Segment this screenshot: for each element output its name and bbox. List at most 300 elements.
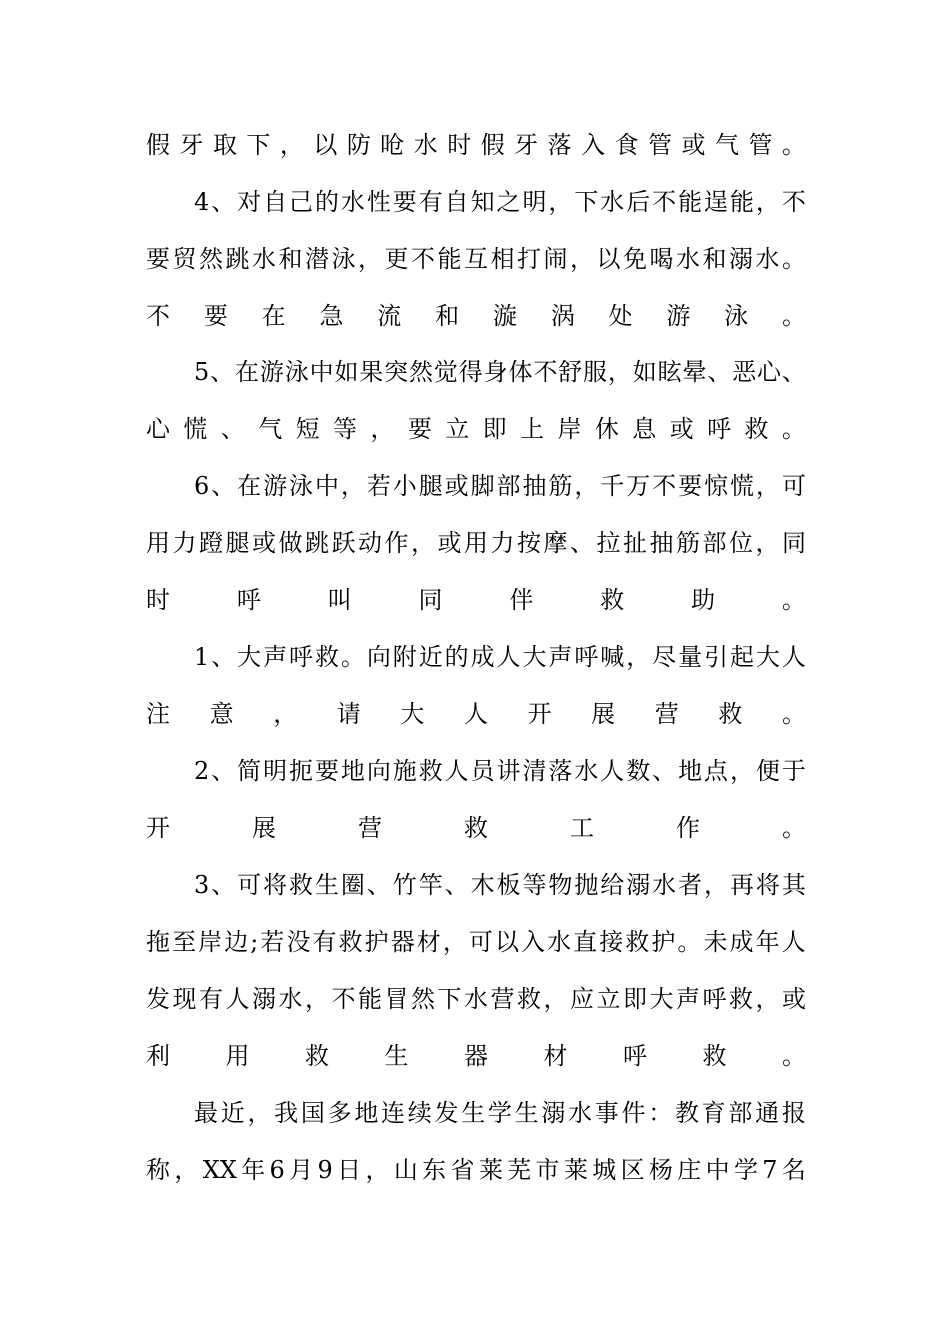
text-char: 休 bbox=[594, 415, 619, 443]
text-char: 救 bbox=[702, 1042, 727, 1070]
text-char: 者 bbox=[678, 871, 703, 899]
text-char: 不 bbox=[411, 245, 435, 273]
text-char: 溺 bbox=[729, 245, 753, 273]
text-char: 再 bbox=[729, 871, 754, 899]
text-char: 、 bbox=[570, 529, 594, 557]
text-char: 名 bbox=[781, 1156, 806, 1184]
text-char: 性 bbox=[366, 188, 391, 216]
text-char: 部 bbox=[702, 529, 727, 557]
text-char: 涡 bbox=[550, 302, 575, 330]
text-char: 没 bbox=[286, 928, 311, 956]
text-char: 水 bbox=[568, 1099, 593, 1127]
text-char: 喝 bbox=[649, 245, 674, 273]
text-char: ， bbox=[174, 1156, 199, 1184]
text-char: 漩 bbox=[492, 302, 517, 330]
text-char: 市 bbox=[535, 1156, 560, 1184]
text-char: 员 bbox=[470, 757, 495, 785]
text-char: 生 bbox=[384, 1042, 409, 1070]
text-char: 下 bbox=[437, 985, 462, 1013]
text-char: 莱 bbox=[563, 1156, 588, 1184]
text-char: 若 bbox=[366, 472, 391, 500]
text-char: 人 bbox=[225, 985, 250, 1013]
text-char: 点 bbox=[704, 757, 729, 785]
text-char: 意 bbox=[209, 700, 234, 728]
text-char: 救 bbox=[418, 757, 443, 785]
text-char: ， bbox=[574, 472, 599, 500]
text-char: 地 bbox=[340, 757, 365, 785]
text-char: 有 bbox=[418, 188, 443, 216]
text-char: 3 bbox=[194, 871, 210, 899]
text-char: 、 bbox=[210, 358, 235, 386]
text-char: 、 bbox=[211, 188, 236, 216]
text-line bbox=[146, 808, 806, 848]
text-char: 件 bbox=[621, 1099, 646, 1127]
text-char: ， bbox=[570, 245, 594, 273]
text-char: 救 bbox=[517, 985, 541, 1013]
text-char: 慌 bbox=[183, 415, 208, 443]
text-char: 服 bbox=[583, 358, 608, 386]
text-char: 水 bbox=[340, 188, 365, 216]
text-char: 的 bbox=[314, 188, 339, 216]
text-line bbox=[146, 409, 806, 449]
text-char: 人 bbox=[781, 643, 806, 671]
text-char: 学 bbox=[487, 1099, 512, 1127]
text-char: 牙 bbox=[514, 131, 539, 159]
text-char: 山 bbox=[393, 1156, 418, 1184]
text-char: 腿 bbox=[418, 472, 443, 500]
text-char: 泳 bbox=[724, 302, 749, 330]
text-char: ， bbox=[370, 415, 395, 443]
text-char: 抛 bbox=[574, 871, 599, 899]
text-char: 。 bbox=[782, 245, 806, 273]
text-char: 泳 bbox=[331, 245, 356, 273]
text-char: 应 bbox=[570, 985, 594, 1013]
text-char: 可 bbox=[237, 871, 262, 899]
text-char: 要 bbox=[146, 245, 170, 273]
text-char: ; bbox=[250, 928, 259, 956]
text-char: 数 bbox=[626, 757, 651, 785]
text-char: 助 bbox=[691, 586, 716, 614]
text-char: 物 bbox=[548, 871, 573, 899]
text-char: 和 bbox=[435, 302, 460, 330]
text-char: 对 bbox=[237, 188, 262, 216]
text-char: 恶 bbox=[732, 358, 757, 386]
text-char: 学 bbox=[733, 1156, 758, 1184]
text-char: 在 bbox=[261, 302, 286, 330]
text-line bbox=[194, 466, 806, 506]
text-char: 讲 bbox=[496, 757, 521, 785]
text-char: 、 bbox=[366, 871, 391, 899]
text-char: 竿 bbox=[418, 871, 443, 899]
text-char: 要 bbox=[314, 757, 339, 785]
text-char: 救 bbox=[718, 700, 743, 728]
text-char: ， bbox=[273, 700, 298, 728]
text-char: 能 bbox=[729, 188, 754, 216]
text-char: 能 bbox=[678, 188, 703, 216]
text-char: 免 bbox=[623, 245, 647, 273]
text-char: 、 bbox=[211, 472, 236, 500]
text-char: ， bbox=[358, 245, 382, 273]
text-char: ， bbox=[755, 529, 780, 557]
text-char: 舒 bbox=[558, 358, 583, 386]
text-char: 假 bbox=[146, 131, 170, 159]
text-char: 不 bbox=[146, 302, 170, 330]
text-char: 用 bbox=[225, 1042, 250, 1070]
text-char: 竹 bbox=[392, 871, 417, 899]
text-line bbox=[146, 694, 806, 734]
text-char: 、 bbox=[781, 358, 806, 386]
text-char: 作 bbox=[384, 529, 409, 557]
text-char: 入 bbox=[581, 131, 606, 159]
text-line bbox=[146, 125, 806, 165]
text-char: 或 bbox=[782, 985, 806, 1013]
text-char: 年 bbox=[241, 1156, 266, 1184]
text-char: 用 bbox=[464, 529, 488, 557]
text-char: 心 bbox=[146, 415, 170, 443]
text-char: 近 bbox=[418, 643, 443, 671]
text-char: 突 bbox=[384, 358, 409, 386]
text-char: 水 bbox=[464, 985, 488, 1013]
text-char: ， bbox=[305, 985, 329, 1013]
text-char: 呛 bbox=[380, 131, 405, 159]
text-char: 未 bbox=[703, 928, 728, 956]
text-char: 力 bbox=[172, 529, 197, 557]
text-char: ， bbox=[543, 985, 568, 1013]
text-char: 眩 bbox=[657, 358, 682, 386]
text-line bbox=[146, 239, 806, 279]
text-char: 呼 bbox=[623, 1042, 647, 1070]
text-char: 4 bbox=[194, 188, 210, 216]
text-char: 营 bbox=[490, 985, 515, 1013]
text-char: 摩 bbox=[543, 529, 568, 557]
text-char: 岸 bbox=[557, 415, 582, 443]
text-char: 利 bbox=[146, 1042, 170, 1070]
text-char: 近 bbox=[220, 1099, 245, 1127]
text-char: ， bbox=[340, 472, 365, 500]
text-char: 人 bbox=[600, 757, 625, 785]
text-char: 喊 bbox=[600, 643, 625, 671]
text-char: 同 bbox=[782, 529, 806, 557]
text-char: 。 bbox=[781, 302, 806, 330]
text-char: 心 bbox=[757, 358, 782, 386]
text-char: 开 bbox=[146, 814, 170, 842]
text-char: 下 bbox=[246, 131, 271, 159]
text-line bbox=[146, 523, 806, 563]
text-char: 给 bbox=[600, 871, 625, 899]
text-char: 开 bbox=[527, 700, 552, 728]
text-line bbox=[194, 182, 806, 222]
text-line bbox=[194, 1093, 806, 1133]
text-char: 自 bbox=[444, 188, 469, 216]
text-char: 、 bbox=[707, 358, 732, 386]
text-char: 管 bbox=[648, 131, 673, 159]
text-char: 叫 bbox=[327, 586, 352, 614]
text-char: 更 bbox=[384, 245, 409, 273]
text-char: 慌 bbox=[729, 472, 754, 500]
text-char: 力 bbox=[490, 529, 515, 557]
text-char: 呼 bbox=[289, 643, 314, 671]
text-char: 9 bbox=[317, 1156, 333, 1184]
text-char: 泳 bbox=[284, 358, 309, 386]
text-char: 落 bbox=[547, 131, 572, 159]
text-char: 能 bbox=[358, 985, 382, 1013]
text-char: 板 bbox=[496, 871, 521, 899]
text-char: 向 bbox=[366, 757, 391, 785]
text-char: 水 bbox=[547, 928, 572, 956]
text-char: 流 bbox=[377, 302, 402, 330]
text-char: 明 bbox=[263, 757, 288, 785]
text-char: ， bbox=[365, 1156, 390, 1184]
text-char: 互 bbox=[464, 245, 488, 273]
text-char: 抽 bbox=[522, 472, 547, 500]
text-char: 中 bbox=[314, 472, 339, 500]
text-char: 5 bbox=[194, 358, 210, 386]
text-char: 年 bbox=[755, 928, 780, 956]
text-char: 称 bbox=[146, 1156, 170, 1184]
text-char: 取 bbox=[212, 131, 237, 159]
text-char: 要 bbox=[203, 302, 228, 330]
text-char: 1 bbox=[194, 643, 210, 671]
text-char: 万 bbox=[626, 472, 651, 500]
text-char: 等 bbox=[522, 871, 547, 899]
text-line bbox=[194, 637, 806, 677]
text-char: 时 bbox=[146, 586, 170, 614]
text-char: 生 bbox=[314, 871, 339, 899]
text-char: 救 bbox=[464, 814, 488, 842]
text-char: 岸 bbox=[198, 928, 223, 956]
text-char: 附 bbox=[392, 643, 417, 671]
text-char: 起 bbox=[729, 643, 754, 671]
text-char: 多 bbox=[327, 1099, 352, 1127]
text-char: 、 bbox=[211, 757, 236, 785]
text-char: ， bbox=[548, 188, 573, 216]
text-char: 声 bbox=[263, 643, 288, 671]
text-char: 日 bbox=[337, 1156, 362, 1184]
text-char: 有 bbox=[312, 928, 337, 956]
text-char: 闹 bbox=[543, 245, 568, 273]
text-char: 要 bbox=[407, 415, 432, 443]
text-char: 在 bbox=[237, 472, 262, 500]
text-char: 以 bbox=[494, 928, 519, 956]
text-char: ， bbox=[704, 871, 729, 899]
text-char: 或 bbox=[681, 131, 706, 159]
text-char: 晕 bbox=[682, 358, 707, 386]
text-char: 呼 bbox=[707, 415, 732, 443]
text-char: 引 bbox=[704, 643, 729, 671]
text-char: 材 bbox=[416, 928, 441, 956]
text-char: 。 bbox=[781, 700, 806, 728]
text-char: 跳 bbox=[225, 245, 250, 273]
text-char: 。 bbox=[781, 586, 806, 614]
text-char: 发 bbox=[146, 985, 170, 1013]
text-line bbox=[146, 296, 806, 336]
text-char: 工 bbox=[570, 814, 594, 842]
text-char: 以 bbox=[313, 131, 338, 159]
text-char: 注 bbox=[146, 700, 170, 728]
text-char: 牙 bbox=[179, 131, 204, 159]
text-char: 之 bbox=[496, 188, 521, 216]
text-char: 食 bbox=[614, 131, 639, 159]
text-char: 杨 bbox=[648, 1156, 673, 1184]
text-char: 游 bbox=[259, 358, 284, 386]
text-char: 。 bbox=[781, 131, 806, 159]
text-char: 和 bbox=[278, 245, 303, 273]
text-char: 中 bbox=[705, 1156, 730, 1184]
text-char: 的 bbox=[444, 643, 469, 671]
text-char: 水 bbox=[676, 245, 700, 273]
text-char: 救 bbox=[729, 985, 753, 1013]
text-char: 水 bbox=[755, 245, 780, 273]
text-char: 将 bbox=[755, 871, 780, 899]
text-char: 营 bbox=[358, 814, 382, 842]
text-char: 便 bbox=[755, 757, 780, 785]
text-char: 管 bbox=[748, 131, 773, 159]
text-char: 落 bbox=[548, 757, 573, 785]
text-char: XX bbox=[202, 1156, 237, 1184]
text-char: 然 bbox=[199, 245, 223, 273]
text-char: 上 bbox=[520, 415, 545, 443]
text-char: 、 bbox=[444, 871, 469, 899]
text-char: 省 bbox=[450, 1156, 475, 1184]
text-char: 生 bbox=[461, 1099, 486, 1127]
text-char: 不 bbox=[652, 188, 677, 216]
text-char: 声 bbox=[676, 985, 700, 1013]
text-char: 水 bbox=[278, 985, 303, 1013]
text-char: 扯 bbox=[623, 529, 647, 557]
text-char: 脚 bbox=[470, 472, 495, 500]
text-char: 不 bbox=[331, 985, 356, 1013]
text-char: 中 bbox=[309, 358, 334, 386]
text-char: 作 bbox=[676, 814, 700, 842]
text-char: 。 bbox=[340, 643, 365, 671]
text-char: 向 bbox=[366, 643, 391, 671]
text-char: 逞 bbox=[704, 188, 729, 216]
text-char: 。 bbox=[677, 928, 702, 956]
text-char: 泳 bbox=[289, 472, 314, 500]
text-char: 做 bbox=[278, 529, 303, 557]
text-char: 处 bbox=[608, 302, 633, 330]
text-char: 拖 bbox=[146, 928, 170, 956]
text-char: 人 bbox=[463, 700, 488, 728]
text-char: 体 bbox=[508, 358, 533, 386]
text-char: 器 bbox=[390, 928, 415, 956]
text-char: ， bbox=[279, 131, 304, 159]
text-line bbox=[146, 580, 806, 620]
text-char: 然 bbox=[411, 985, 435, 1013]
text-char: 救 bbox=[314, 643, 339, 671]
text-char: 人 bbox=[496, 643, 521, 671]
text-char: 2 bbox=[194, 757, 210, 785]
text-char: 城 bbox=[592, 1156, 617, 1184]
text-char: 立 bbox=[445, 415, 470, 443]
text-char: 展 bbox=[591, 700, 616, 728]
text-char: 气 bbox=[258, 415, 283, 443]
text-char: 如 bbox=[334, 358, 359, 386]
text-char: ， bbox=[755, 985, 780, 1013]
text-char: 简 bbox=[237, 757, 262, 785]
text-char: 、 bbox=[211, 871, 236, 899]
text-char: 可 bbox=[781, 472, 806, 500]
text-char: 觉 bbox=[433, 358, 458, 386]
text-char: 东 bbox=[422, 1156, 447, 1184]
text-char: 大 bbox=[400, 700, 425, 728]
text-char: 明 bbox=[522, 188, 547, 216]
text-char: 6 bbox=[269, 1156, 285, 1184]
text-char: 救 bbox=[289, 871, 314, 899]
text-char: 如 bbox=[632, 358, 657, 386]
text-char: 己 bbox=[289, 188, 314, 216]
text-char: 、 bbox=[652, 757, 677, 785]
text-char: 等 bbox=[333, 415, 358, 443]
text-char: 入 bbox=[521, 928, 546, 956]
text-char: 筋 bbox=[676, 529, 700, 557]
text-char: 潜 bbox=[305, 245, 329, 273]
text-char: 成 bbox=[470, 643, 495, 671]
text-char: 动 bbox=[358, 529, 382, 557]
text-char: 其 bbox=[781, 871, 806, 899]
text-char: 溺 bbox=[626, 871, 651, 899]
text-char: 息 bbox=[632, 415, 657, 443]
text-char: 护 bbox=[364, 928, 389, 956]
text-char: 救 bbox=[305, 1042, 329, 1070]
text-char: 腿 bbox=[225, 529, 250, 557]
text-char: 后 bbox=[626, 188, 651, 216]
text-char: 同 bbox=[418, 586, 443, 614]
text-char: 大 bbox=[237, 643, 262, 671]
text-char: ， bbox=[755, 188, 780, 216]
text-char: 自 bbox=[263, 188, 288, 216]
text-char: 大 bbox=[522, 643, 547, 671]
text-char: 或 bbox=[444, 472, 469, 500]
text-line bbox=[146, 1036, 806, 1076]
text-char: 水 bbox=[652, 871, 677, 899]
text-char: 知 bbox=[470, 188, 495, 216]
text-char: ， bbox=[755, 472, 780, 500]
text-char: 即 bbox=[482, 415, 507, 443]
text-char: 芜 bbox=[507, 1156, 532, 1184]
text-char: 请 bbox=[336, 700, 361, 728]
text-char: 或 bbox=[669, 415, 694, 443]
text-char: 能 bbox=[437, 245, 462, 273]
text-char: 生 bbox=[514, 1099, 539, 1127]
text-char: 小 bbox=[392, 472, 417, 500]
text-char: 或 bbox=[252, 529, 276, 557]
text-char: 营 bbox=[654, 700, 679, 728]
text-char: ： bbox=[648, 1099, 673, 1127]
text-line bbox=[194, 865, 806, 905]
text-char: 相 bbox=[490, 245, 515, 273]
text-char: 声 bbox=[548, 643, 573, 671]
text-line bbox=[194, 352, 806, 392]
text-char: 时 bbox=[447, 131, 472, 159]
text-char: 身 bbox=[483, 358, 508, 386]
text-char: 于 bbox=[781, 757, 806, 785]
text-char: 成 bbox=[729, 928, 754, 956]
text-char: 伴 bbox=[509, 586, 534, 614]
text-char: 呼 bbox=[574, 643, 599, 671]
text-char: 救 bbox=[625, 928, 650, 956]
text-char: 尽 bbox=[652, 643, 677, 671]
text-char: 惊 bbox=[704, 472, 729, 500]
text-char: 连 bbox=[381, 1099, 406, 1127]
text-char: 短 bbox=[295, 415, 320, 443]
text-char: 水 bbox=[600, 188, 625, 216]
text-char: 下 bbox=[574, 188, 599, 216]
text-char: 、 bbox=[220, 415, 245, 443]
text-char: 区 bbox=[620, 1156, 645, 1184]
text-char: 救 bbox=[744, 415, 769, 443]
text-char: 育 bbox=[701, 1099, 726, 1127]
